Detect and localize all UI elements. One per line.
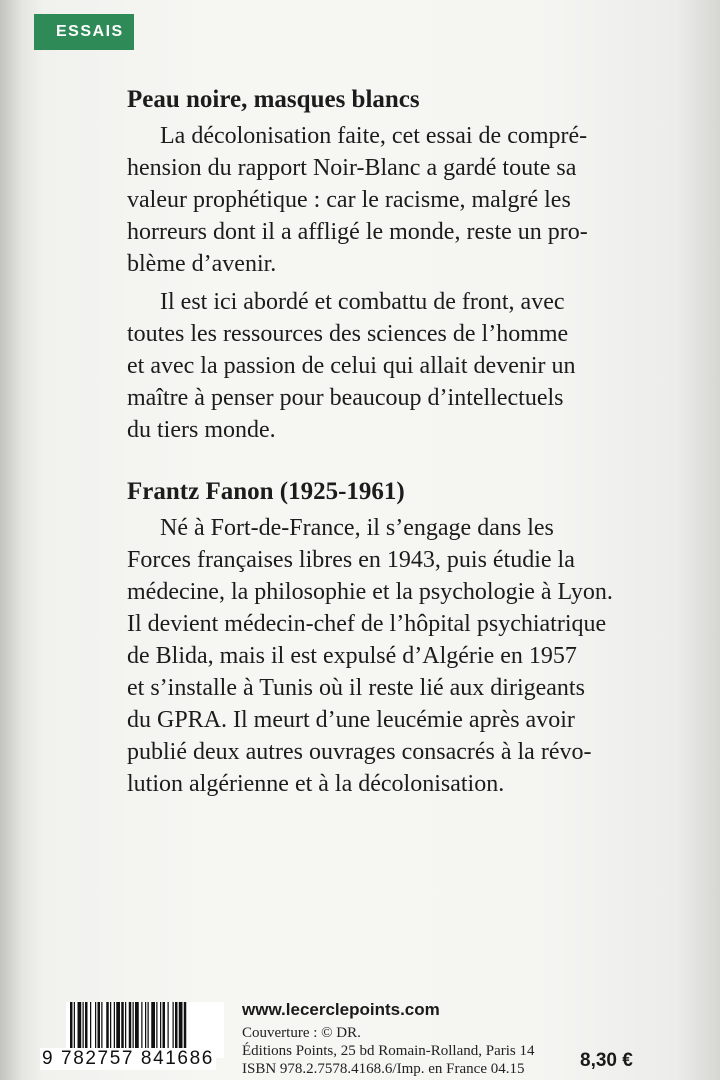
publisher-website[interactable]: www.lecerclepoints.com xyxy=(242,1000,440,1019)
price-label: 8,30 € xyxy=(580,1050,633,1071)
cover-text xyxy=(127,80,710,800)
blurb-paragraph-2: Il est ici abordé et combattu de front, avec toutes les ressources des sciences de l’homme et avec la passion de celui qui allait devenir un maître à penser pour beaucoup d’intellectuels du tiers monde. xyxy=(127,289,576,443)
author-heading: Frantz Fanon (1925-1961) xyxy=(127,478,405,505)
publication-credits: Couverture : © DR. Éditions Points, 25 bd Romain-Rolland, Paris 14 ISBN 978.2.7578.4168.6/Imp. en France 04.15 xyxy=(242,1025,535,1077)
collection-tag: ESSAIS xyxy=(34,14,134,50)
barcode-number: 9 782757 841686 xyxy=(42,1048,214,1069)
spine-shadow xyxy=(0,0,22,1080)
cover-footer xyxy=(0,990,720,1080)
blurb-paragraph-1: La décolonisation faite, cet essai de compré- hension du rapport Noir-Blanc a gardé toute sa valeur prophétique : car le racisme, malgré les horreurs dont il a affligé le monde, reste un pro- blème d’avenir. xyxy=(127,123,588,277)
author-bio: Né à Fort-de-France, il s’engage dans les Forces françaises libres en 1943, puis étudie la médecine, la philosophie et la psychologie à Lyon. Il devient médecin-chef de l’hôpital psychiatrique de Blida, mais il est expulsé d’Algérie en 1957 et s’installe à Tunis où il reste lié aux dirigeants du GPRA. Il meurt d’une leucémie après avoir publié deux autres ouvrages consacrés à la révo- lution algérienne et à la décolonisation. xyxy=(127,515,613,797)
book-title: Peau noire, masques blancs xyxy=(127,86,420,113)
